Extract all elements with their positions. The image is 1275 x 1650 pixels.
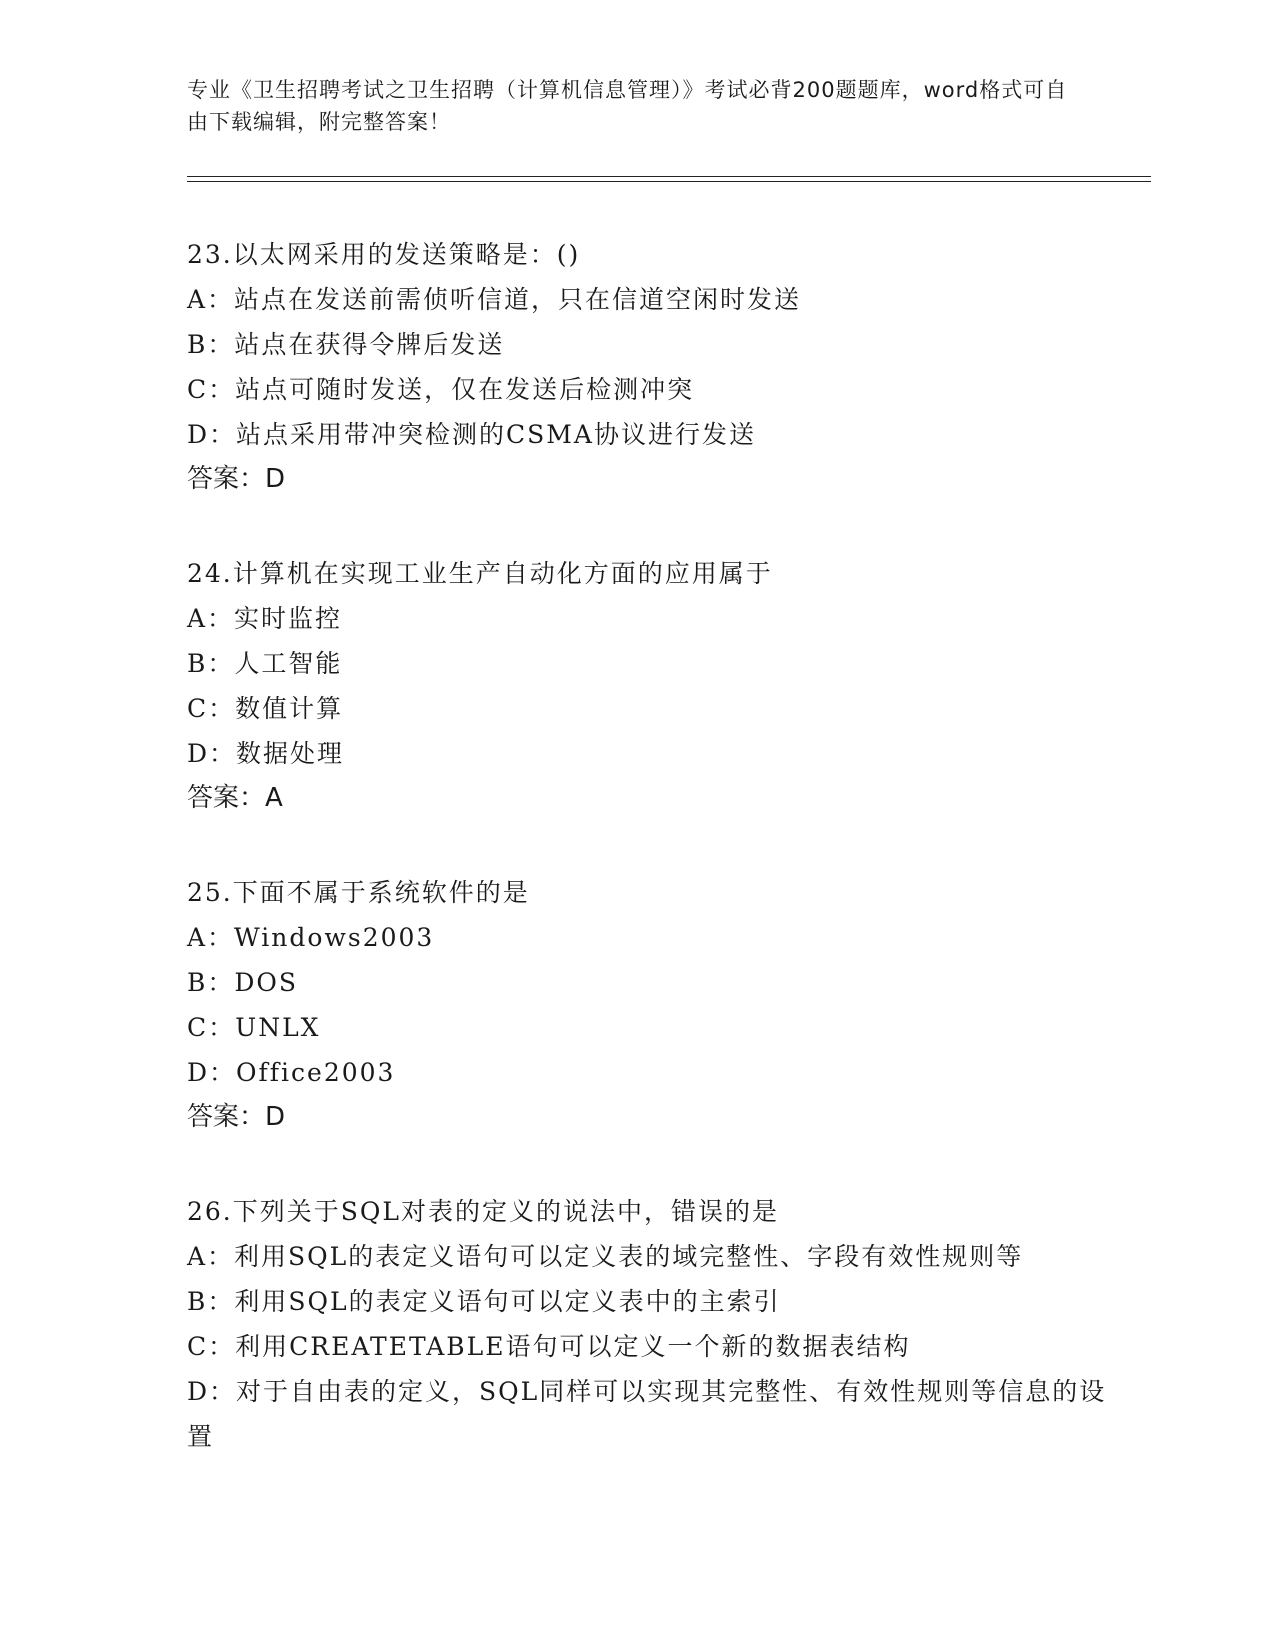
option-a: A：Windows2003 <box>187 923 435 952</box>
option-c: C：站点可随时发送，仅在发送后检测冲突 <box>187 375 695 404</box>
option-a: A：利用SQL的表定义语句可以定义表的域完整性、字段有效性规则等 <box>187 1242 1024 1271</box>
question-stem: 25.下面不属于系统软件的是 <box>187 878 530 907</box>
option-c: C：数值计算 <box>187 694 344 723</box>
answer-line: 答案：A <box>187 783 283 813</box>
option-d: D：数据处理 <box>187 739 345 768</box>
header-divider-bottom <box>187 181 1151 182</box>
option-a: A：站点在发送前需侦听信道，只在信道空闲时发送 <box>187 285 802 314</box>
option-b: B：DOS <box>187 968 299 997</box>
document-intro: 专业《卫生招聘考试之卫生招聘（计算机信息管理）》考试必背200题题库，word格式可自由下载编辑，附完整答案！ <box>187 78 1068 134</box>
question-24 <box>187 551 1107 821</box>
option-a: A：实时监控 <box>187 604 343 633</box>
answer-line: 答案：D <box>187 1102 286 1132</box>
option-d: D：Office2003 <box>187 1058 396 1087</box>
question-23 <box>187 232 1107 502</box>
option-b: B：利用SQL的表定义语句可以定义表中的主索引 <box>187 1287 781 1316</box>
option-d: D：站点采用带冲突检测的CSMA协议进行发送 <box>187 420 756 449</box>
answer-line: 答案：D <box>187 464 286 494</box>
question-25 <box>187 870 1107 1140</box>
option-c: C：利用CREATETABLE语句可以定义一个新的数据表结构 <box>187 1332 911 1361</box>
option-d: D：对于自由表的定义，SQL同样可以实现其完整性、有效性规则等信息的设置 <box>187 1377 1107 1451</box>
header-divider-top <box>187 176 1151 177</box>
question-26 <box>187 1189 1107 1459</box>
option-c: C：UNLX <box>187 1013 321 1042</box>
option-b: B：站点在获得令牌后发送 <box>187 330 505 359</box>
option-b: B：人工智能 <box>187 649 343 678</box>
question-stem: 24.计算机在实现工业生产自动化方面的应用属于 <box>187 559 773 588</box>
question-stem: 23.以太网采用的发送策略是：() <box>187 240 581 269</box>
question-stem: 26.下列关于SQL对表的定义的说法中，错误的是 <box>187 1197 779 1226</box>
